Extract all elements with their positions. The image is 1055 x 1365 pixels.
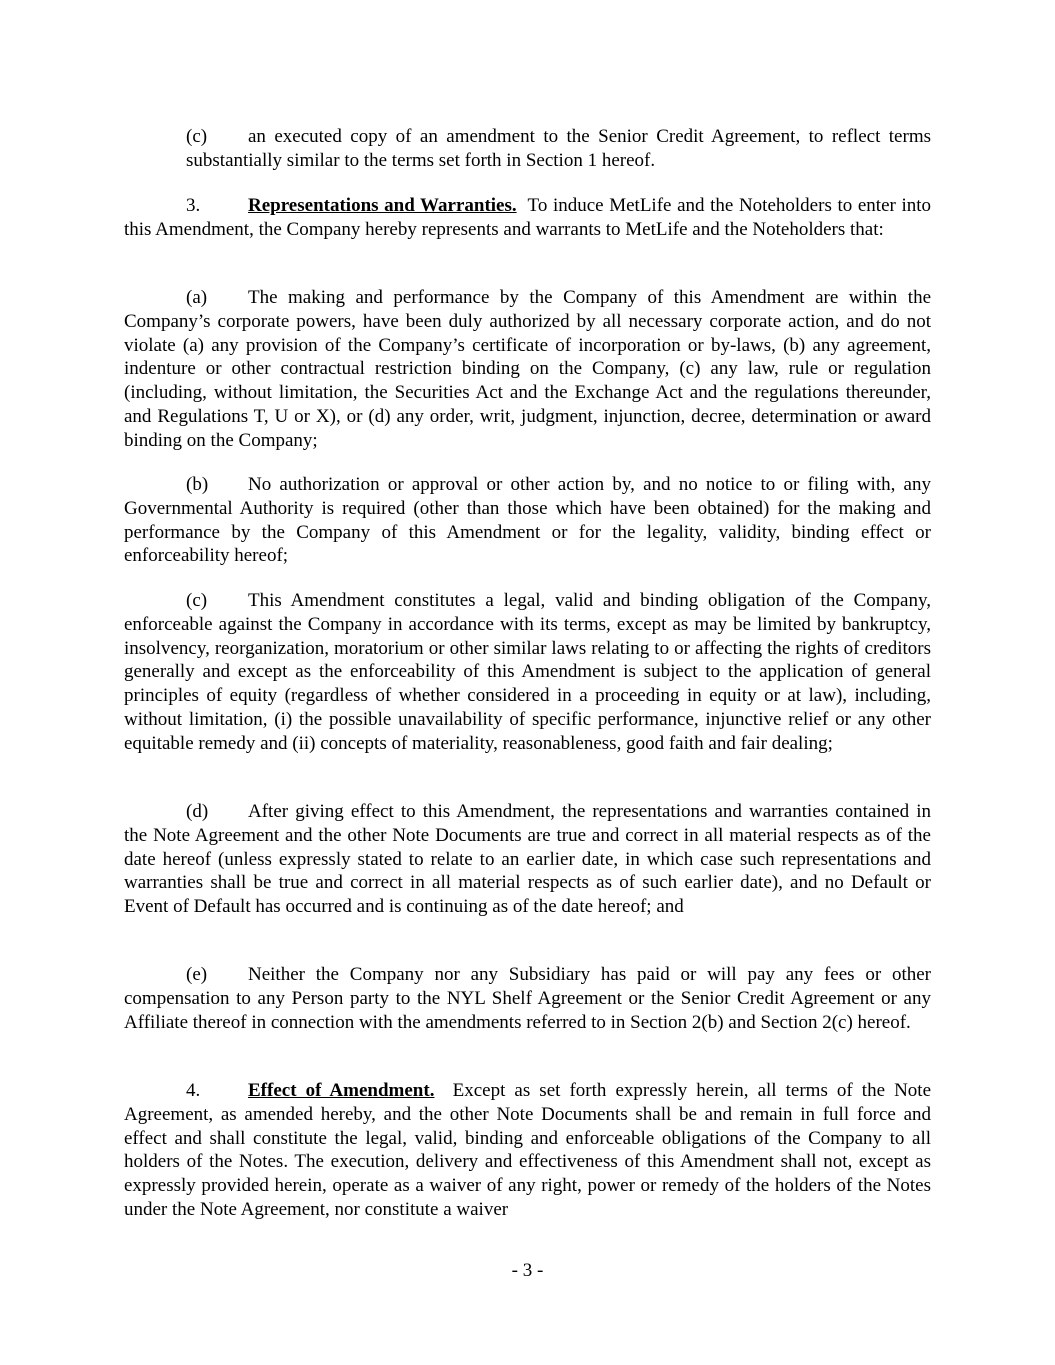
item-label: (a) bbox=[186, 287, 208, 308]
item-label: (d) bbox=[186, 801, 209, 822]
section-heading: Representations and Warranties. bbox=[248, 195, 517, 216]
item-text: The making and performance by the Company of this Amendment are within the Company’s corporate powers, have been duly authorized by all necessary corporate action, and do not violate (a) any provision of the Company’s certificate of incorporation or by-laws, (b) any agreement, indenture or other contractual restriction binding on the Company, (c) any law, rule or regulation (including, without limitation, the Securities Act and the Exchange Act and the regulations thereunder, and Regulations T, U or X), or (d) any order, writ, judgment, injunction, decree, determination or award binding on the Company; bbox=[124, 287, 931, 451]
item-text: an executed copy of an amendment to the Senior Credit Agreement, to reflect terms substantially similar to the terms set forth in Section 1 hereof. bbox=[186, 126, 931, 171]
item-text: This Amendment constitutes a legal, valid and binding obligation of the Company, enforceable against the Company in accordance with its terms, except as may be limited by bankruptcy, insolvency, reorganization, moratorium or other similar laws relating to or affecting the rights of creditors generally and except as the enforceability of this Amendment is subject to the application of general principles of equity (regardless of whether considered in a proceeding in equity or at law), including, without limitation, (i) the possible unavailability of specific performance, injunctive relief or any other equitable remedy and (ii) concepts of materiality, reasonableness, good faith and fair dealing; bbox=[124, 590, 931, 754]
section-number: 3. bbox=[186, 195, 201, 216]
section-4-paragraph bbox=[124, 1079, 931, 1222]
item-2c-paragraph bbox=[186, 125, 931, 173]
section-number: 4. bbox=[186, 1080, 201, 1101]
page-number: - 3 - bbox=[511, 1260, 544, 1281]
section-3-paragraph bbox=[124, 194, 931, 242]
item-label: (c) bbox=[186, 126, 208, 147]
item-3e-paragraph bbox=[124, 963, 931, 1034]
item-label: (e) bbox=[186, 964, 208, 985]
item-label: (c) bbox=[186, 590, 208, 611]
item-3d-paragraph bbox=[124, 800, 931, 919]
item-3b-paragraph bbox=[124, 473, 931, 568]
section-heading: Effect of Amendment. bbox=[248, 1080, 435, 1101]
item-label: (b) bbox=[186, 474, 209, 495]
section-text: Except as set forth expressly herein, all terms of the Note Agreement, as amended hereby, and the other Note Documents shall be and remain in full force and effect and shall constitute the legal, valid, binding and enforceable obligations of the Company to all holders of the Notes. The execution, delivery and effectiveness of this Amendment shall not, except as expressly provided herein, operate as a waiver of any right, power or remedy of the holders of the Notes under the Note Agreement, nor constitute a waiver bbox=[124, 1080, 932, 1220]
item-3c-paragraph bbox=[124, 589, 931, 756]
item-text: No authorization or approval or other action by, and no notice to or filing with, any Governmental Authority is required (other than those which have been obtained) for the making and performance by the Company of this Amendment or for the legality, validity, binding effect or enforceability hereof; bbox=[124, 474, 931, 567]
section-intro: To induce MetLife and the Noteholders to enter into this Amendment, the Company hereby represents and warrants to MetLife and the Noteholders that: bbox=[124, 195, 932, 240]
item-3a-paragraph bbox=[124, 286, 931, 453]
item-text: Neither the Company nor any Subsidiary has paid or will pay any fees or other compensation to any Person party to the NYL Shelf Agreement or the Senior Credit Agreement or any Affiliate thereof in connection with the amendments referred to in Section 2(b) and Section 2(c) hereof. bbox=[124, 964, 931, 1033]
item-text: After giving effect to this Amendment, the representations and warranties contained in the Note Agreement and the other Note Documents are true and correct in all material respects as of the date hereof (unless expressly stated to relate to an earlier date, in which case such representations and warranties shall be true and correct in all material respects as of such earlier date), and no Default or Event of Default has occurred and is continuing as of the date hereof; and bbox=[124, 801, 931, 918]
